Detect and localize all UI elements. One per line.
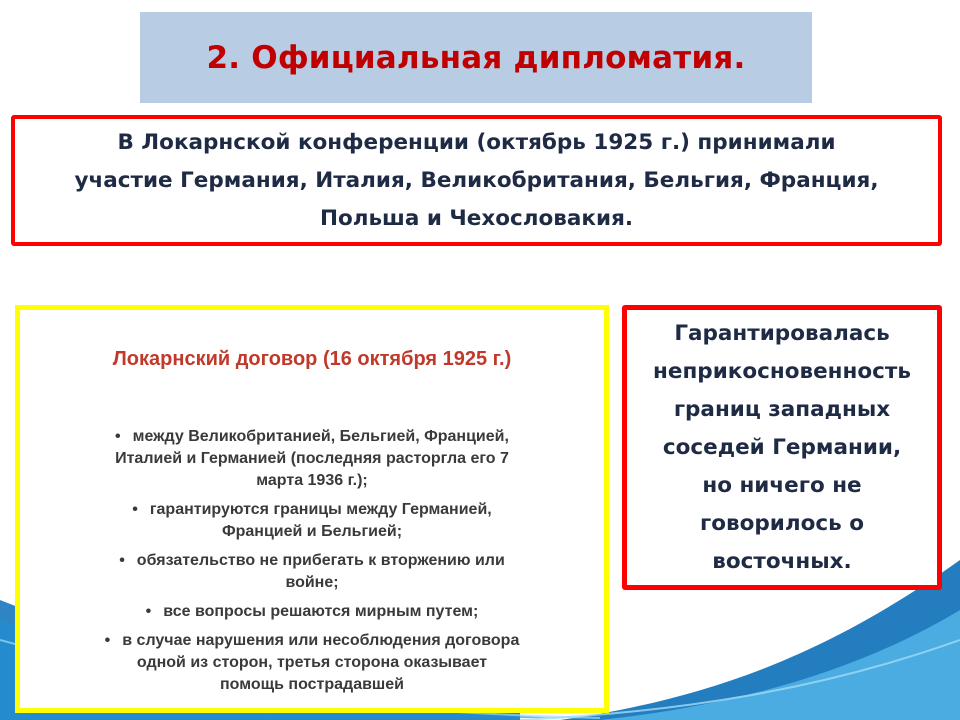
intro-line: Польша и Чехословакия.: [319, 205, 634, 231]
list-item: • обязательство не прибегать к вторжению или войне;: [119, 552, 505, 591]
bullet-icon: •: [119, 552, 125, 569]
bullet-icon: •: [104, 632, 111, 649]
guarantee-text: Гарантировалась неприкосновенность границ западных соседей Германии, но ничего не говорилось о восточных.: [653, 320, 911, 574]
list-item: • в случае нарушения или несоблюдения договора одной из сторон, третья сторона оказывает помощь пострадавшей: [104, 632, 520, 693]
intro-line: В Локарнской конференции (октябрь 1925 г.) принимали: [117, 129, 836, 155]
intro-line: участие Германия, Италия, Великобритания, Бельгия, Франция,: [74, 167, 879, 193]
locarno-treaty-box: [15, 305, 609, 713]
conference-participants-box: [11, 115, 942, 246]
guarantee-box: [622, 305, 942, 590]
conference-participants-text: [27, 124, 927, 238]
bullet-icon: •: [132, 501, 138, 518]
list-item: • гарантируются границы между Германией, Францией и Бельгией;: [132, 501, 492, 540]
list-item: • между Великобританией, Бельгией, Францией, Италией и Германией (последняя расторгла его 7 марта 1936 г.);: [115, 428, 509, 489]
slide-title: 2. Официальная дипломатия.: [206, 39, 746, 76]
title-banner: [140, 12, 812, 103]
list-item: • все вопросы решаются мирным путем;: [145, 603, 479, 620]
bullet-icon: •: [145, 603, 152, 620]
treaty-heading: Локарнский договор (16 октября 1925 г.): [112, 348, 512, 370]
treaty-provisions-list: [20, 426, 604, 703]
bullet-icon: •: [115, 428, 121, 445]
